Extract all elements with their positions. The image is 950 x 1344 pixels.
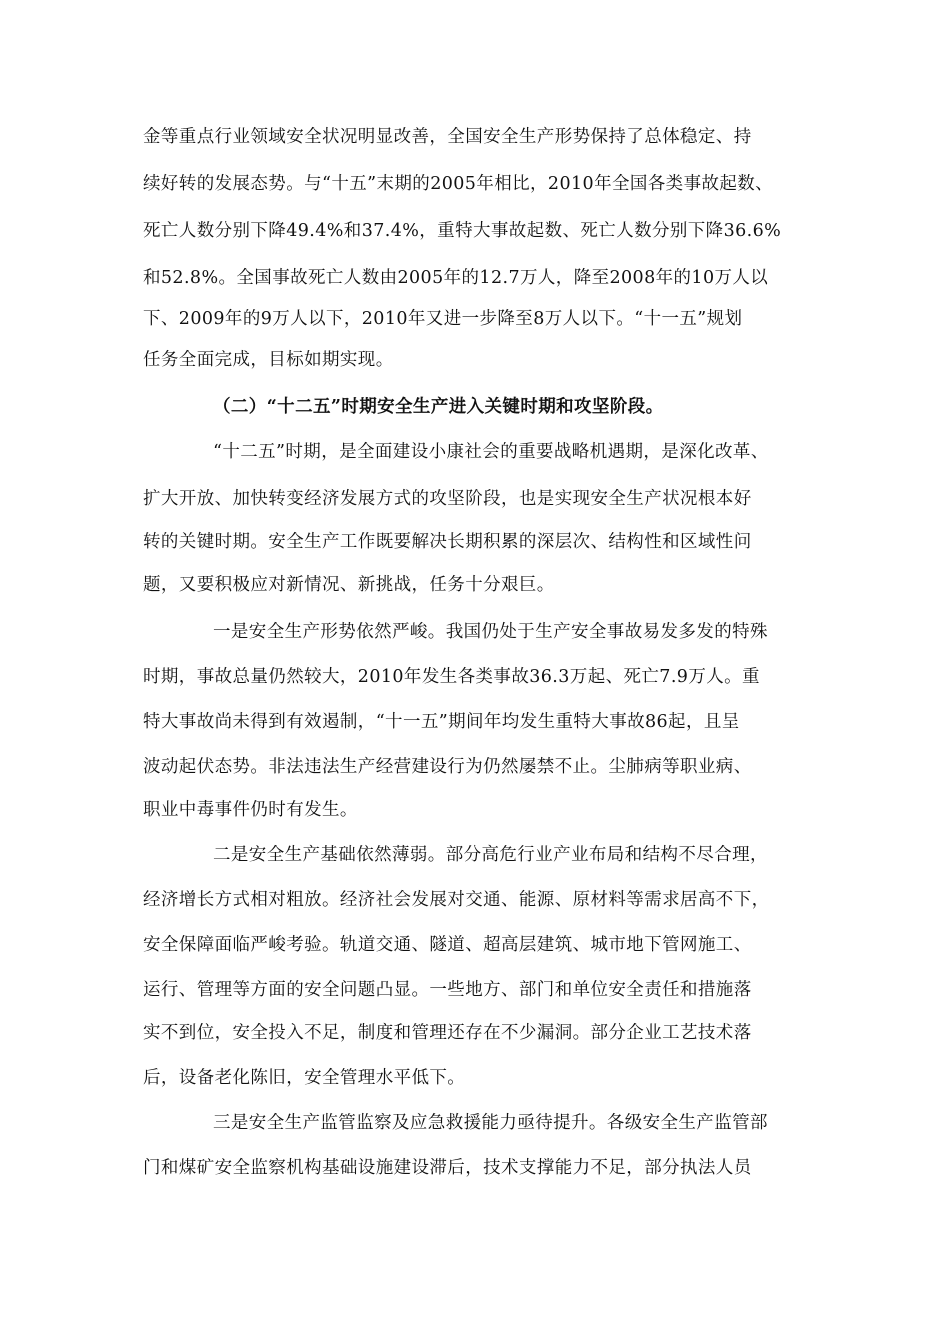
text-line-2: 续好转的发展态势。与“十五”末期的2005年相比，2010年全国各类事故起数、 xyxy=(143,174,774,194)
text-line-1: 金等重点行业领域安全状况明显改善，全国安全生产形势保持了总体稳定、持 xyxy=(143,127,752,147)
text-line-23: 三是安全生产监管监察及应急救援能力亟待提升。各级安全生产监管部 xyxy=(213,1113,768,1133)
text-line-5: 下、2009年的9万人以下，2010年又进一步降至8万人以下。“十一五”规划 xyxy=(143,309,743,329)
text-line-6: 任务全面完成，目标如期实现。 xyxy=(143,350,394,370)
text-line-8: “十二五”时期，是全面建设小康社会的重要战略机遇期，是深化改革、 xyxy=(213,442,769,462)
section-heading: （二）“十二五”时期安全生产进入关键时期和攻坚阶段。 xyxy=(213,397,664,417)
text-line-17: 二是安全生产基础依然薄弱。部分高危行业产业布局和结构不尽合理， xyxy=(213,845,768,865)
text-line-13: 时期，事故总量仍然较大，2010年发生各类事故36.3万起、死亡7.9万人。重 xyxy=(143,667,760,687)
text-line-14: 特大事故尚未得到有效遏制，“十一五”期间年均发生重特大事故86起，且呈 xyxy=(143,712,740,732)
text-line-22: 后，设备老化陈旧，安全管理水平低下。 xyxy=(143,1068,466,1088)
text-line-19: 安全保障面临严峻考验。轨道交通、隧道、超高层建筑、城市地下管网施工、 xyxy=(143,935,752,955)
text-line-15: 波动起伏态势。非法违法生产经营建设行为仍然屡禁不止。尘肺病等职业病、 xyxy=(143,757,752,777)
text-line-10: 转的关键时期。安全生产工作既要解决长期积累的深层次、结构性和区域性问 xyxy=(143,532,752,552)
text-line-20: 运行、管理等方面的安全问题凸显。一些地方、部门和单位安全责任和措施落 xyxy=(143,980,752,1000)
text-line-12: 一是安全生产形势依然严峻。我国仍处于生产安全事故易发多发的特殊 xyxy=(213,622,768,642)
text-line-3: 死亡人数分别下降49.4%和37.4%，重特大事故起数、死亡人数分别下降36.6% xyxy=(143,221,782,241)
text-line-16: 职业中毒事件仍时有发生。 xyxy=(143,800,358,820)
text-line-9: 扩大开放、加快转变经济发展方式的攻坚阶段，也是实现安全生产状况根本好 xyxy=(143,489,752,509)
text-line-11: 题，又要积极应对新情况、新挑战，任务十分艰巨。 xyxy=(143,575,555,595)
text-line-18: 经济增长方式相对粗放。经济社会发展对交通、能源、原材料等需求居高不下， xyxy=(143,890,770,910)
text-line-4: 和52.8%。全国事故死亡人数由2005年的12.7万人，降至2008年的10万人以 xyxy=(143,268,769,288)
text-line-21: 实不到位，安全投入不足，制度和管理还存在不少漏洞。部分企业工艺技术落 xyxy=(143,1023,752,1043)
text-line-24: 门和煤矿安全监察机构基础设施建设滞后，技术支撑能力不足，部分执法人员 xyxy=(143,1158,752,1178)
